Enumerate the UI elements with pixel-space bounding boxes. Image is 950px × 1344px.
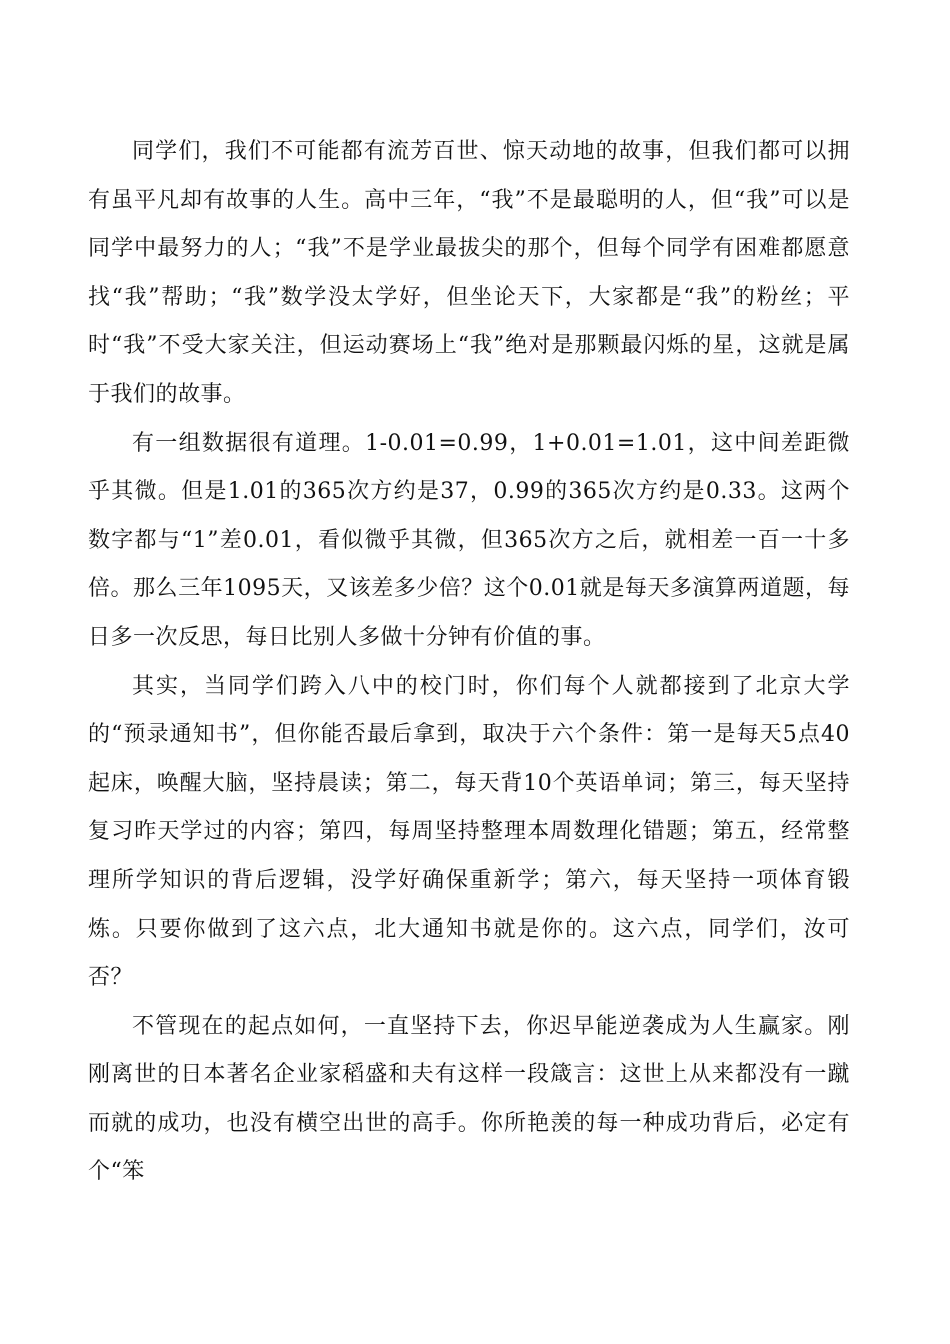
paragraph-4: 不管现在的起点如何，一直坚持下去，你迟早能逆袭成为人生赢家。刚刚离世的日本著名企业家稻盛和夫有这样一段箴言：这世上从来都没有一蹴而就的成功，也没有横空出世的高手。你所艳羡的每一种成功背后，必定有个“笨 xyxy=(88,1013,850,1185)
paragraph-2: 有一组数据很有道理。1-0.01=0.99，1+0.01=1.01，这中间差距微乎其微。但是1.01的365次方约是37，0.99的365次方约是0.33。这两个数字都与“1”差0.01，看似微乎其微，但365次方之后，就相差一百一十多倍。那么三年1095天，又该差多少倍？这个0.01就是每天多演算两道题，每日多一次反思，每日比别人多做十分钟有价值的事。 xyxy=(88,430,850,650)
paragraph-1: 同学们，我们不可能都有流芳百世、惊天动地的故事，但我们都可以拥有虽平凡却有故事的人生。高中三年，“我”不是最聪明的人，但“我”可以是同学中最努力的人；“我”不是学业最拔尖的那个，但每个同学有困难都愿意找“我”帮助；“我”数学没太学好，但坐论天下，大家都是“我”的粉丝；平时“我”不受大家关注，但运动赛场上“我”绝对是那颗最闪烁的星，这就是属于我们的故事。 xyxy=(88,139,850,407)
document-body xyxy=(88,128,850,1197)
paragraph-3: 其实，当同学们跨入八中的校门时，你们每个人就都接到了北京大学的“预录通知书”，但你能否最后拿到，取决于六个条件：第一是每天5点40起床，唤醒大脑，坚持晨读；第二，每天背10个英语单词；第三，每天坚持复习昨天学过的内容；第四，每周坚持整理本周数理化错题；第五，经常整理所学知识的背后逻辑，没学好确保重新学；第六，每天坚持一项体育锻炼。只要你做到了这六点，北大通知书就是你的。这六点，同学们，汝可否？ xyxy=(88,673,850,991)
